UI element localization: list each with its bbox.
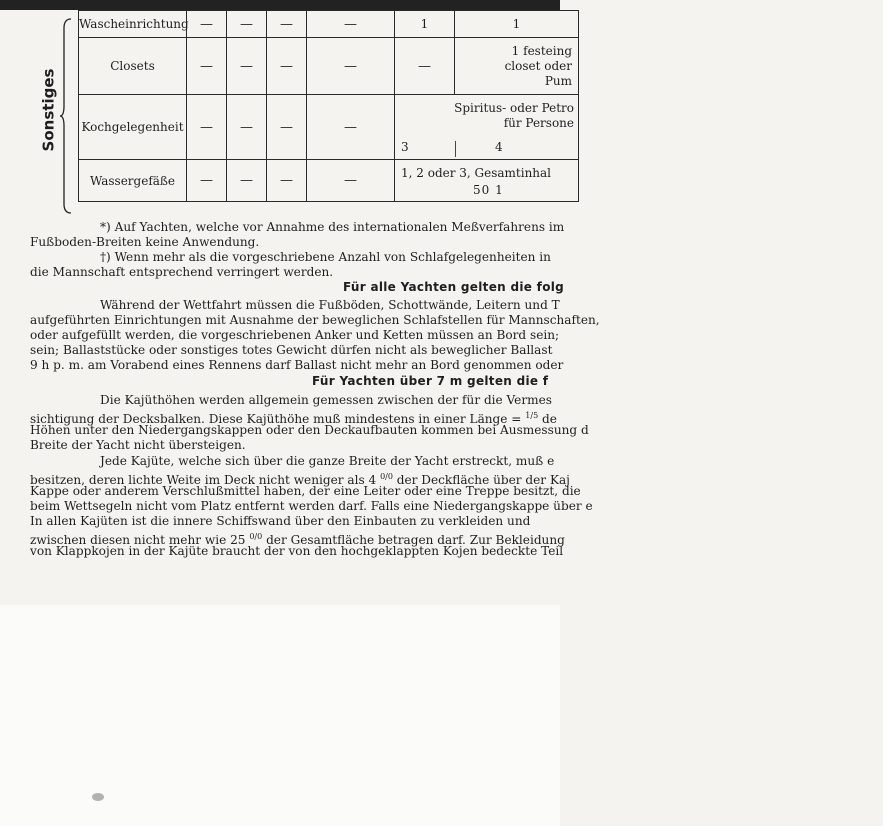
dash-cell: — xyxy=(395,38,455,95)
koch-count: 3 xyxy=(401,140,409,154)
paragraph-line: Die Kajüthöhen werden allgemein gemessen zwischen der für die Vermes xyxy=(100,393,552,407)
wasser-text-cell xyxy=(395,160,579,202)
dash-cell: — xyxy=(267,95,307,160)
row-label: Wascheinrichtung xyxy=(79,11,187,38)
koch-text-line: Spiritus- oder Petro xyxy=(454,101,574,115)
paragraph-line: Während der Wettfahrt müssen die Fußböden, Schottwände, Leitern und T xyxy=(100,298,560,312)
closet-text-line: closet oder xyxy=(504,58,572,73)
closet-text-cell xyxy=(455,38,579,95)
dash-cell: — xyxy=(307,38,395,95)
row-label: Closets xyxy=(79,38,187,95)
paragraph-line: Höhen unter den Niedergangskappen oder den Deckaufbauten kommen bei Ausmessung d xyxy=(30,423,589,437)
section-heading: Für Yachten über 7 m gelten die f xyxy=(312,374,549,388)
koch-text-cell xyxy=(395,95,579,160)
dash-cell: — xyxy=(307,11,395,38)
footnote-line: Fußboden-Breiten keine Anwendung. xyxy=(30,235,260,249)
table-row xyxy=(79,160,579,202)
dash-cell: — xyxy=(267,38,307,95)
paragraph-line: oder aufgefüllt werden, die vorgeschriebenen Anker und Ketten müssen an Bord sein; xyxy=(30,328,560,342)
paragraph-line: sein; Ballaststücke oder sonstiges totes Gewicht dürfen nicht als beweglicher Ballast xyxy=(30,343,553,357)
value-cell: 1 xyxy=(395,11,455,38)
paragraph-line: Kappe oder anderem Verschlußmittel haben, der eine Leiter oder eine Treppe besitzt, die xyxy=(30,484,581,498)
divider xyxy=(455,141,456,157)
percent-sign: 0/0 xyxy=(380,472,393,481)
table-row xyxy=(79,38,579,95)
wasser-volume: 50 1 xyxy=(473,183,504,197)
paragraph-line: von Klappkojen in der Kajüte braucht der von den hochgeklappten Kojen bedeckte Teil xyxy=(30,544,564,558)
dash-cell: — xyxy=(187,38,227,95)
equipment-table xyxy=(78,10,579,202)
paragraph-line: besitzen, deren lichte Weite im Deck nicht weniger als 4 $^{0/0}$ der Deckfläche über der Kaj xyxy=(30,472,570,488)
dash-cell: — xyxy=(307,160,395,202)
footnote-line: *) Auf Yachten, welche vor Annahme des internationalen Meßverfahrens im xyxy=(100,220,565,234)
closet-text-line: Pum xyxy=(544,73,572,88)
paragraph-line: 9 h p. m. am Vorabend eines Rennens darf Ballast nicht mehr an Bord genommen oder xyxy=(30,358,564,372)
paragraph-line: beim Wettsegeln nicht vom Platz entfernt werden darf. Falls eine Niedergangskappe über e xyxy=(30,499,593,513)
dash-cell: — xyxy=(227,95,267,160)
row-label: Wassergefäße xyxy=(79,160,187,202)
paper-speck xyxy=(92,793,104,801)
dash-cell: — xyxy=(227,11,267,38)
dash-cell: — xyxy=(267,160,307,202)
dash-cell: — xyxy=(187,160,227,202)
paragraph-line: Jede Kajüte, welche sich über die ganze Breite der Yacht erstreckt, muß e xyxy=(100,454,555,468)
page-top-edge xyxy=(0,0,560,10)
dash-cell: — xyxy=(227,38,267,95)
dash-cell: — xyxy=(187,11,227,38)
paragraph-line: aufgeführten Einrichtungen mit Ausnahme der beweglichen Schlafstellen für Mannschaften, xyxy=(30,313,600,327)
section-heading: Für alle Yachten gelten die folg xyxy=(343,280,565,294)
fraction: 1/5 xyxy=(525,411,539,420)
section-label: Sonstiges xyxy=(39,68,57,152)
paragraph-line: Breite der Yacht nicht übersteigen. xyxy=(30,438,246,452)
row-label: Kochgelegenheit xyxy=(79,95,187,160)
footnote-line: †) Wenn mehr als die vorgeschriebene Anzahl von Schlafgelegenheiten in xyxy=(100,250,551,264)
koch-text-line: für Persone xyxy=(503,116,574,130)
table-row xyxy=(79,95,579,160)
wasser-text-line: 1, 2 oder 3, Gesamtinhal xyxy=(401,166,552,180)
percent-sign: 0/0 xyxy=(249,532,263,541)
page-blank-area xyxy=(0,605,560,826)
dash-cell: — xyxy=(267,11,307,38)
footnote-line: die Mannschaft entsprechend verringert werden. xyxy=(30,265,334,279)
curly-brace xyxy=(60,18,72,214)
value-cell: 1 xyxy=(455,11,579,38)
dash-cell: — xyxy=(307,95,395,160)
paragraph-line: zwischen diesen nicht mehr wie 25 $^{0/0}$ der Gesamtfläche betragen darf. Zur Bekleidung xyxy=(30,532,565,548)
dash-cell: — xyxy=(227,160,267,202)
closet-text-line: 1 festeing xyxy=(511,43,572,58)
paragraph-line: sichtigung der Decksbalken. Diese Kajüthöhe muß mindestens in einer Länge = $^{1/5}$ de xyxy=(30,411,557,427)
dash-cell: — xyxy=(187,95,227,160)
table-row xyxy=(79,11,579,38)
paragraph-line: In allen Kajüten ist die innere Schiffswand über den Einbauten zu verkleiden und xyxy=(30,514,531,528)
koch-count: 4 xyxy=(495,140,503,154)
